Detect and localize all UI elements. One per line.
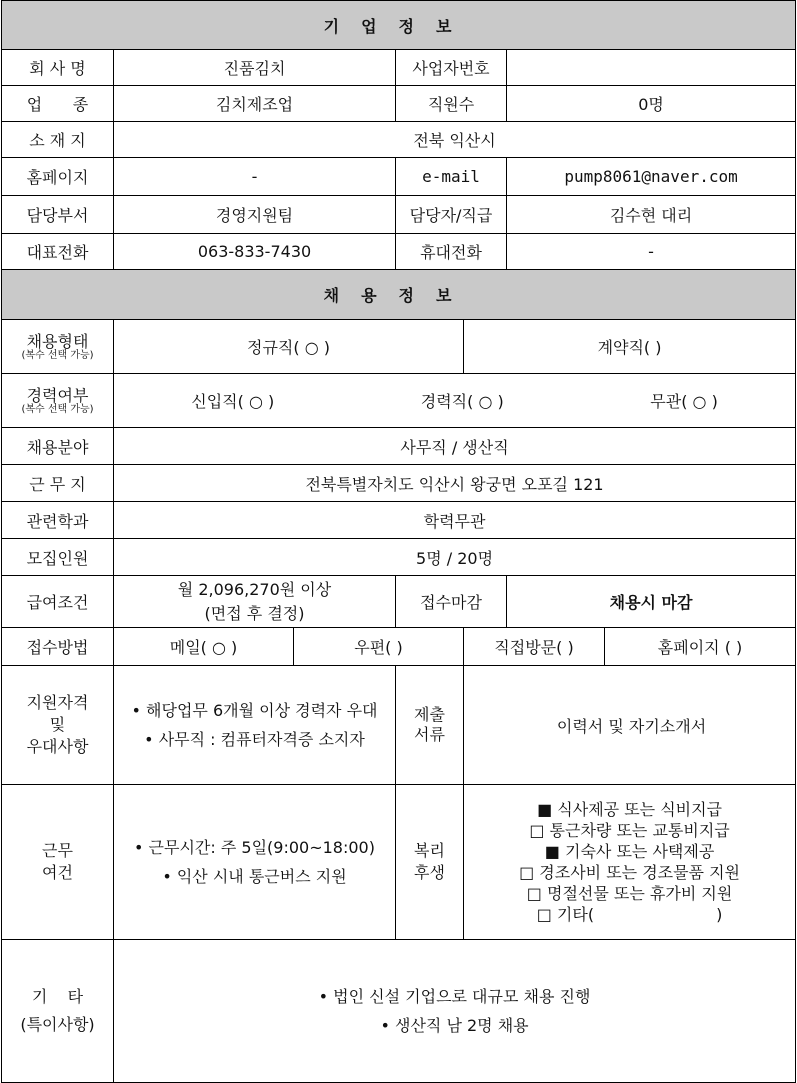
- label-main-phone: 대표전화: [2, 234, 114, 270]
- value-main-phone: 063-833-7430: [114, 234, 396, 270]
- etc-label-line2: (특이사항): [20, 1015, 95, 1034]
- etc-item: • 법인 신설 기업으로 대규모 채용 진행: [318, 987, 591, 1006]
- label-employment-type: [2, 320, 114, 374]
- qual-label-line2: 및: [49, 715, 66, 734]
- etc-list: [114, 940, 796, 1083]
- welfare-label-line1: 복리: [414, 841, 445, 860]
- work-conditions-list: [114, 785, 396, 940]
- salary-amount: 월 2,096,270원 이상: [177, 579, 332, 599]
- welfare-checklist: [464, 785, 796, 940]
- employment-type-note: (복수 선택 가능): [21, 349, 94, 361]
- option-experienced: 경력직( ○ ): [420, 392, 504, 411]
- label-career: [2, 374, 114, 428]
- work-item: • 익산 시내 통근버스 지원: [162, 867, 347, 886]
- value-employees: 0명: [507, 86, 796, 122]
- label-major: 관련학과: [2, 502, 114, 539]
- value-mobile: -: [507, 234, 796, 270]
- form-table: [1, 0, 796, 1083]
- checkbox-icon: □: [519, 863, 535, 882]
- career-options: [114, 374, 796, 428]
- value-department: 경영지원팀: [114, 196, 396, 234]
- option-contract: 계약직( ): [464, 320, 796, 374]
- value-email: pump8061@naver.com: [507, 158, 796, 196]
- welfare-item: □ 통근차량 또는 교통비지급: [529, 821, 730, 840]
- checkbox-icon: □: [526, 884, 542, 903]
- work-item: • 근무시간: 주 5일(9:00~18:00): [134, 838, 375, 857]
- career-label-text: 경력여부: [26, 385, 89, 405]
- label-headcount: 모집인원: [2, 539, 114, 576]
- label-email: e-mail: [396, 158, 507, 196]
- label-department: 담당부서: [2, 196, 114, 234]
- etc-label-line1: 기 타: [31, 987, 84, 1006]
- value-address: 전북 익산시: [114, 122, 796, 158]
- checkbox-icon: □: [529, 821, 545, 840]
- label-work-conditions: [2, 785, 114, 940]
- label-documents: [396, 666, 464, 785]
- section-title-recruit: 채용정보: [2, 270, 796, 320]
- salary-note: (면접 후 결정): [204, 603, 305, 623]
- value-documents: 이력서 및 자기소개서: [464, 666, 796, 785]
- option-post-apply: 우편( ): [294, 628, 464, 666]
- label-mobile: 휴대전화: [396, 234, 507, 270]
- checkbox-icon: □: [536, 905, 552, 924]
- label-salary: 급여조건: [2, 576, 114, 628]
- docs-label-line2: 서류: [414, 725, 445, 744]
- welfare-label-line2: 후생: [414, 863, 445, 882]
- label-business-number: 사업자번호: [396, 50, 507, 86]
- label-work-location: 근 무 지: [2, 465, 114, 502]
- welfare-item: ■ 식사제공 또는 식비지급: [537, 800, 723, 819]
- label-deadline: 접수마감: [396, 576, 507, 628]
- value-major: 학력무관: [114, 502, 796, 539]
- option-new: 신입직( ○ ): [191, 392, 275, 411]
- docs-label-line1: 제출: [414, 705, 445, 724]
- label-qualification: [2, 666, 114, 785]
- checkbox-icon: ■: [537, 800, 553, 819]
- value-field: 사무직 / 생산직: [114, 428, 796, 465]
- label-homepage: 홈페이지: [2, 158, 114, 196]
- etc-item: • 생산직 남 2명 채용: [380, 1016, 529, 1035]
- employment-type-label-text: 채용형태: [26, 331, 89, 351]
- option-email-apply: 메일( ○ ): [114, 628, 294, 666]
- value-salary: [114, 576, 396, 628]
- welfare-item: □ 명절선물 또는 휴가비 지원: [526, 884, 733, 903]
- welfare-item: □ 경조사비 또는 경조물품 지원: [519, 863, 741, 882]
- value-industry: 김치제조업: [114, 86, 396, 122]
- option-regular: 정규직( ○ ): [114, 320, 464, 374]
- label-welfare: [396, 785, 464, 940]
- section-title-company: 기업정보: [2, 1, 796, 50]
- qual-label-line3: 우대사항: [26, 737, 89, 756]
- work-label-line1: 근무: [42, 841, 73, 860]
- label-industry: 업 종: [2, 86, 114, 122]
- work-label-line2: 여건: [42, 863, 73, 882]
- label-address: 소 재 지: [2, 122, 114, 158]
- value-company-name: 진품김치: [114, 50, 396, 86]
- label-apply-method: 접수방법: [2, 628, 114, 666]
- value-deadline: 채용시 마감: [507, 576, 796, 628]
- qualification-list: [114, 666, 396, 785]
- value-work-location: 전북특별자치도 익산시 왕궁면 오포길 121: [114, 465, 796, 502]
- label-contact-person: 담당자/직급: [396, 196, 507, 234]
- welfare-item: ■ 기숙사 또는 사택제공: [544, 842, 715, 861]
- value-homepage: -: [114, 158, 396, 196]
- option-visit-apply: 직접방문( ): [464, 628, 605, 666]
- qual-label-line1: 지원자격: [26, 693, 89, 712]
- label-employees: 직원수: [396, 86, 507, 122]
- value-headcount: 5명 / 20명: [114, 539, 796, 576]
- value-business-number: [507, 50, 796, 86]
- checkbox-icon: ■: [544, 842, 560, 861]
- label-company-name: 회 사 명: [2, 50, 114, 86]
- qualification-item: • 해당업무 6개월 이상 경력자 우대: [131, 701, 378, 720]
- option-any: 무관( ○ ): [650, 392, 718, 411]
- welfare-item: □ 기타( ): [536, 905, 723, 924]
- label-etc: [2, 940, 114, 1083]
- value-contact-person: 김수현 대리: [507, 196, 796, 234]
- option-web-apply: 홈페이지 ( ): [605, 628, 796, 666]
- label-field: 채용분야: [2, 428, 114, 465]
- qualification-item: • 사무직 : 컴퓨터자격증 소지자: [144, 730, 365, 749]
- career-note: (복수 선택 가능): [21, 403, 94, 415]
